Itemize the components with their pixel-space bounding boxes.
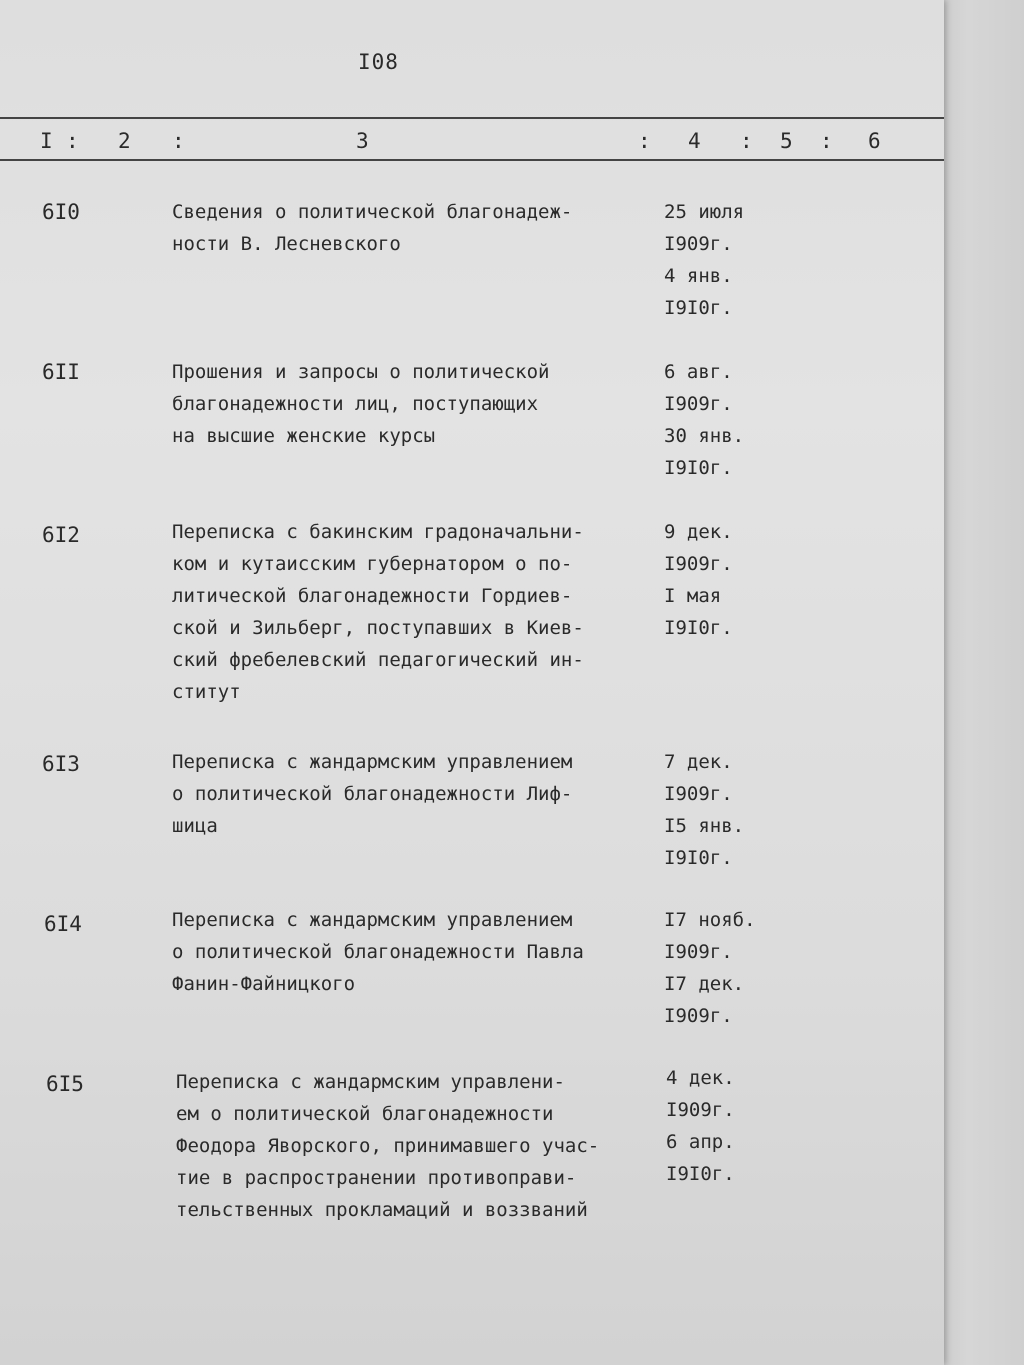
header-top-rule [0, 117, 944, 119]
description-line: Феодора Яворского, принимавшего учас- [176, 1135, 600, 1157]
date-line: 6 апр. [666, 1131, 735, 1153]
date-line: 9 дек. [664, 521, 733, 543]
entry-number: 6I0 [42, 200, 80, 224]
date-line: I9I0г. [664, 457, 733, 479]
entry-description [172, 196, 658, 260]
entry-description [172, 516, 658, 708]
date-line: I909г. [664, 783, 733, 805]
entry-description [172, 746, 658, 842]
entry-dates [664, 904, 804, 1032]
header-separator: : [638, 129, 651, 153]
date-line: I9I0г. [664, 847, 733, 869]
date-line: I909г. [664, 393, 733, 415]
header-separator: : [740, 129, 753, 153]
entry-dates [664, 356, 804, 484]
description-line: ком и кутаисским губернатором о по- [172, 553, 573, 575]
date-line: 30 янв. [664, 425, 745, 447]
entry-dates [664, 516, 804, 644]
description-line: ем о политической благонадежности [176, 1103, 554, 1125]
description-line: шица [172, 815, 218, 837]
date-line: I9I0г. [666, 1163, 735, 1185]
description-line: литической благонадежности Гордиев- [172, 585, 573, 607]
header-col-6: 6 [868, 129, 881, 153]
header-separator: : [820, 129, 833, 153]
entry-description [176, 1066, 662, 1226]
entry-dates [664, 196, 804, 324]
header-col-4: 4 [688, 129, 701, 153]
date-line: 6 авг. [664, 361, 733, 383]
description-line: Переписка с жандармским управлением [172, 909, 573, 931]
description-line: тельственных прокламаций и воззваний [176, 1199, 588, 1221]
header-col-3: 3 [356, 129, 369, 153]
date-line: I9I0г. [664, 297, 733, 319]
entry-description [172, 356, 658, 452]
date-line: I909г. [664, 553, 733, 575]
description-line: Фанин-Файницкого [172, 973, 356, 995]
header-bottom-rule [0, 159, 944, 161]
date-line: 4 янв. [664, 265, 733, 287]
description-line: ности В. Лесневского [172, 233, 401, 255]
date-line: I909г. [666, 1099, 735, 1121]
description-line: Переписка с бакинским градоначальни- [172, 521, 584, 543]
underlying-sheet [930, 0, 1024, 1365]
description-line: на высшие женские курсы [172, 425, 436, 447]
entry-number: 6I2 [42, 523, 80, 547]
date-line: 7 дек. [664, 751, 733, 773]
page-number: I08 [358, 50, 399, 74]
entry-dates [666, 1062, 806, 1190]
description-line: о политической благонадежности Павла [172, 941, 584, 963]
header-col-2: 2 [118, 129, 131, 153]
entry-number: 6I5 [46, 1072, 84, 1096]
description-line: ский фребелевский педагогический ин- [172, 649, 584, 671]
date-line: I9I0г. [664, 617, 733, 639]
description-line: Сведения о политической благонадеж- [172, 201, 573, 223]
entry-number: 6II [42, 360, 80, 384]
date-line: 25 июля [664, 201, 745, 223]
header-col-1: I [40, 129, 53, 153]
header-col-5: 5 [780, 129, 793, 153]
date-line: I909г. [664, 1005, 733, 1027]
description-line: Переписка с жандармским управлением [172, 751, 573, 773]
date-line: I909г. [664, 233, 733, 255]
description-line: о политической благонадежности Лиф- [172, 783, 573, 805]
date-line: I7 дек. [664, 973, 745, 995]
header-separator: : [172, 129, 185, 153]
date-line: 4 дек. [666, 1067, 735, 1089]
description-line: Прошения и запросы о политической [172, 361, 550, 383]
date-line: I мая [664, 585, 722, 607]
date-line: I5 янв. [664, 815, 745, 837]
entry-dates [664, 746, 804, 874]
entry-description [172, 904, 658, 1000]
entry-number: 6I3 [42, 752, 80, 776]
description-line: ской и Зильберг, поступавших в Киев- [172, 617, 584, 639]
description-line: благонадежности лиц, поступающих [172, 393, 539, 415]
date-line: I7 нояб. [664, 909, 756, 931]
description-line: Переписка с жандармским управлени- [176, 1071, 565, 1093]
description-line: ститут [172, 681, 241, 703]
entry-number: 6I4 [44, 912, 82, 936]
date-line: I909г. [664, 941, 733, 963]
header-separator: : [66, 129, 79, 153]
description-line: тие в распространении противоправи- [176, 1167, 577, 1189]
